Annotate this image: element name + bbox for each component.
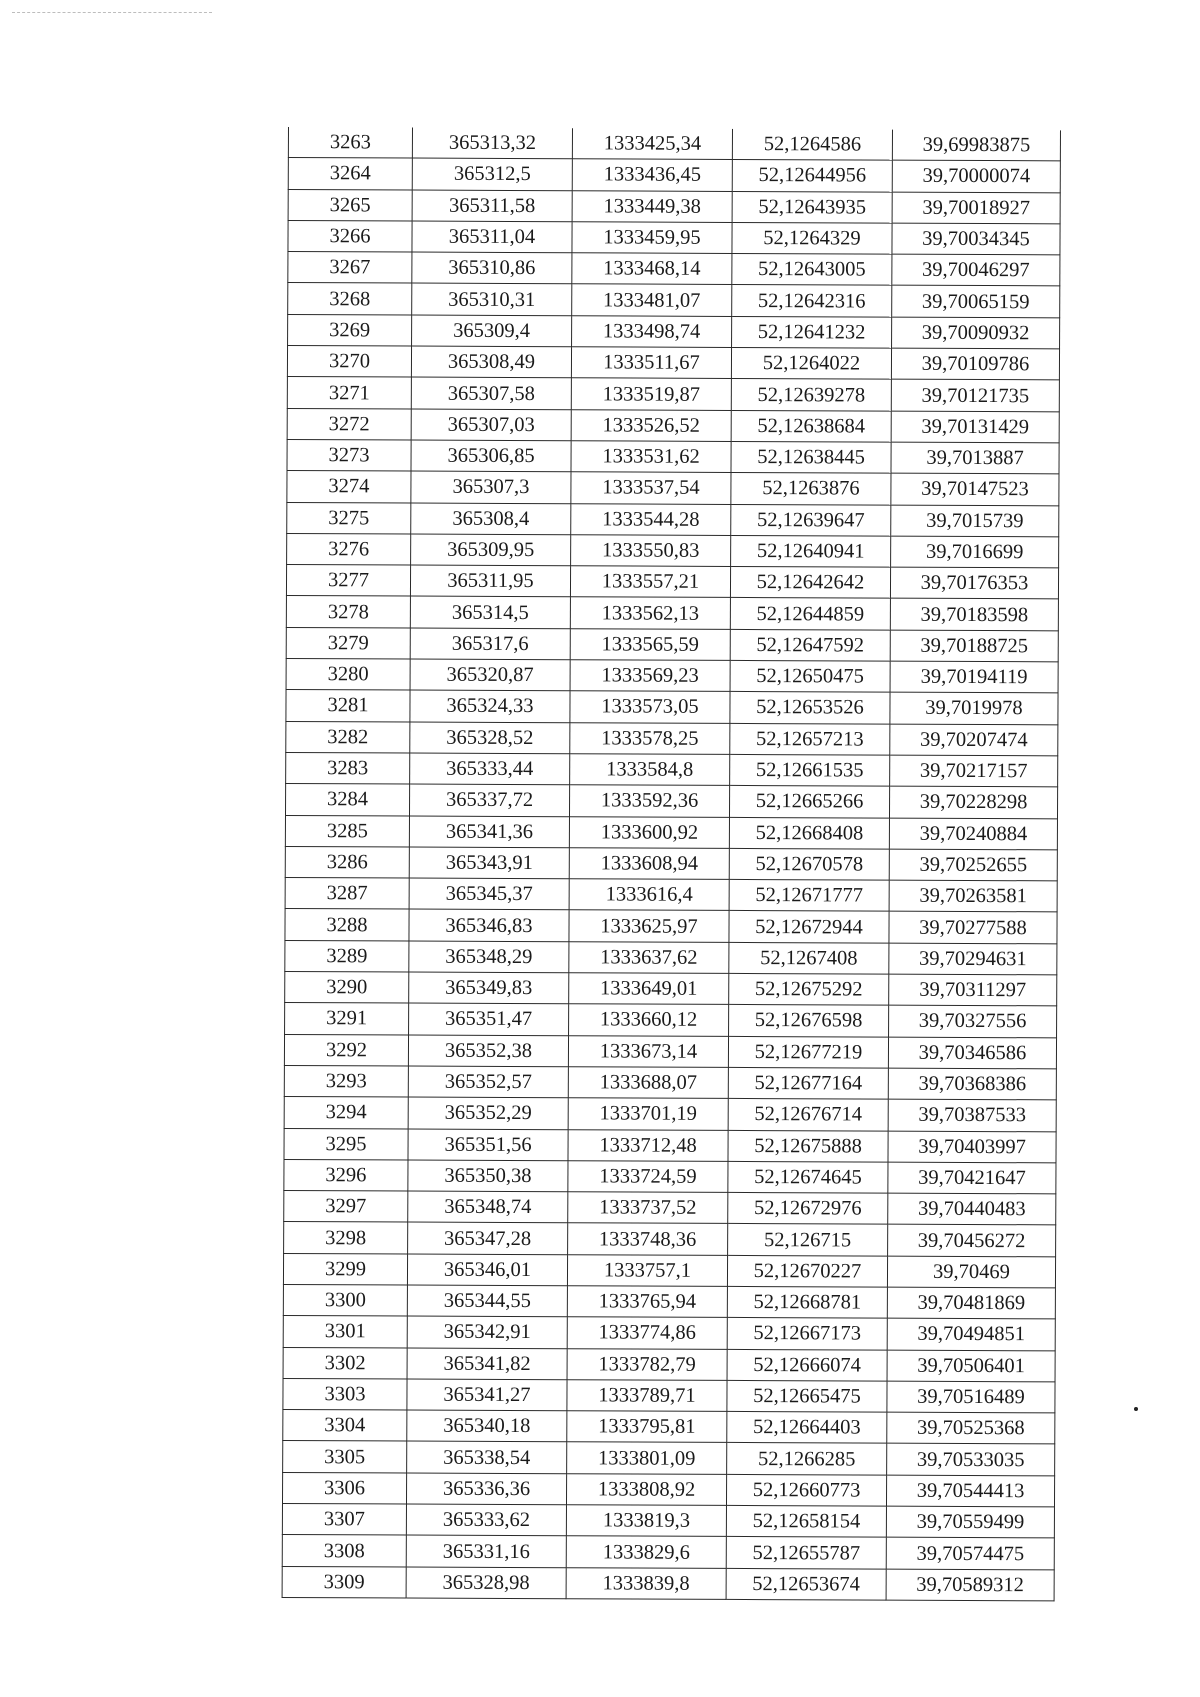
y-coordinate-cell: 1333584,8	[570, 754, 730, 786]
y-coordinate-cell: 1333519,87	[571, 378, 731, 410]
latitude-cell: 52,12661535	[730, 754, 890, 786]
point-number-cell: 3304	[283, 1410, 407, 1442]
point-number-cell: 3263	[288, 127, 412, 158]
longitude-cell: 39,70188725	[890, 630, 1058, 662]
y-coordinate-cell: 1333625,97	[569, 910, 729, 942]
x-coordinate-cell: 365314,5	[410, 596, 570, 628]
y-coordinate-cell: 1333795,81	[567, 1411, 727, 1443]
table-row	[286, 690, 1058, 725]
y-coordinate-cell: 1333600,92	[569, 816, 729, 848]
longitude-cell: 39,70387533	[888, 1099, 1056, 1131]
latitude-cell: 52,12677164	[728, 1067, 888, 1099]
x-coordinate-cell: 365341,36	[409, 816, 569, 848]
longitude-cell: 39,70018927	[892, 192, 1060, 224]
y-coordinate-cell: 1333782,79	[567, 1348, 727, 1380]
y-coordinate-cell: 1333544,28	[571, 503, 731, 535]
point-number-cell: 3276	[287, 533, 411, 565]
latitude-cell: 52,12675292	[729, 973, 889, 1005]
x-coordinate-cell: 365306,85	[411, 440, 571, 472]
table-row	[287, 502, 1059, 537]
table-row	[283, 1410, 1055, 1445]
longitude-cell: 39,70228298	[889, 786, 1057, 818]
y-coordinate-cell: 1333789,71	[567, 1380, 727, 1412]
table-row	[288, 189, 1060, 224]
longitude-cell: 39,70311297	[889, 974, 1057, 1006]
longitude-cell: 39,70481869	[887, 1287, 1055, 1319]
longitude-cell: 39,70183598	[890, 599, 1058, 631]
y-coordinate-cell: 1333468,14	[572, 253, 732, 285]
latitude-cell: 52,1264022	[731, 348, 891, 380]
point-number-cell: 3309	[282, 1566, 406, 1598]
point-number-cell: 3271	[287, 377, 411, 409]
point-number-cell: 3300	[283, 1284, 407, 1316]
x-coordinate-cell: 365346,83	[409, 909, 569, 941]
longitude-cell: 39,70469	[887, 1256, 1055, 1288]
point-number-cell: 3273	[287, 439, 411, 471]
y-coordinate-cell: 1333562,13	[570, 597, 730, 629]
y-coordinate-cell: 1333765,94	[567, 1286, 727, 1318]
latitude-cell: 52,1264329	[732, 222, 892, 254]
table-row	[288, 127, 1060, 161]
latitude-cell: 52,12676714	[728, 1099, 888, 1131]
longitude-cell: 39,70506401	[887, 1350, 1055, 1382]
point-number-cell: 3270	[287, 346, 411, 378]
x-coordinate-cell: 365308,4	[411, 503, 571, 535]
latitude-cell: 52,12664403	[727, 1412, 887, 1444]
point-number-cell: 3266	[288, 220, 412, 252]
y-coordinate-cell: 1333608,94	[569, 848, 729, 880]
x-coordinate-cell: 365307,58	[411, 377, 571, 409]
longitude-cell: 39,70533035	[887, 1444, 1055, 1476]
point-number-cell: 3291	[285, 1003, 409, 1035]
y-coordinate-cell: 1333537,54	[571, 472, 731, 504]
table-row	[284, 1128, 1056, 1163]
x-coordinate-cell: 365317,6	[410, 628, 570, 660]
latitude-cell: 52,12665266	[729, 786, 889, 818]
latitude-cell: 52,12647592	[730, 629, 890, 661]
latitude-cell: 52,12644956	[732, 160, 892, 192]
point-number-cell: 3275	[287, 502, 411, 534]
point-number-cell: 3293	[284, 1065, 408, 1097]
y-coordinate-cell: 1333748,36	[568, 1223, 728, 1255]
point-number-cell: 3290	[285, 972, 409, 1004]
point-number-cell: 3286	[285, 846, 409, 878]
y-coordinate-cell: 1333829,6	[566, 1536, 726, 1568]
table-row	[284, 1159, 1056, 1194]
x-coordinate-cell: 365343,91	[409, 847, 569, 879]
y-coordinate-cell: 1333712,48	[568, 1129, 728, 1161]
x-coordinate-cell: 365341,27	[407, 1379, 567, 1411]
point-number-cell: 3288	[285, 909, 409, 941]
coordinates-table-body	[282, 127, 1060, 1601]
y-coordinate-cell: 1333808,92	[566, 1473, 726, 1505]
point-number-cell: 3308	[282, 1535, 406, 1567]
latitude-cell: 52,1264586	[732, 129, 892, 160]
x-coordinate-cell: 365348,29	[409, 941, 569, 973]
point-number-cell: 3268	[288, 283, 412, 315]
x-coordinate-cell: 365351,47	[409, 1003, 569, 1035]
point-number-cell: 3305	[283, 1441, 407, 1473]
y-coordinate-cell: 1333724,59	[568, 1161, 728, 1193]
y-coordinate-cell: 1333569,23	[570, 660, 730, 692]
latitude-cell: 52,12650475	[730, 660, 890, 692]
latitude-cell: 52,12668781	[727, 1286, 887, 1318]
x-coordinate-cell: 365313,32	[412, 128, 572, 159]
x-coordinate-cell: 365337,72	[409, 784, 569, 816]
point-number-cell: 3282	[286, 721, 410, 753]
latitude-cell: 52,12657213	[730, 723, 890, 755]
x-coordinate-cell: 365350,38	[408, 1160, 568, 1192]
coordinates-table	[282, 127, 1061, 1601]
latitude-cell: 52,126715	[728, 1224, 888, 1256]
x-coordinate-cell: 365344,55	[407, 1285, 567, 1317]
y-coordinate-cell: 1333578,25	[570, 722, 730, 754]
x-coordinate-cell: 365341,82	[407, 1348, 567, 1380]
longitude-cell: 39,70263581	[889, 880, 1057, 912]
latitude-cell: 52,12639647	[731, 504, 891, 536]
y-coordinate-cell: 1333688,07	[568, 1067, 728, 1099]
x-coordinate-cell: 365328,98	[406, 1567, 566, 1599]
x-coordinate-cell: 365340,18	[407, 1410, 567, 1442]
latitude-cell: 52,12640941	[731, 535, 891, 567]
longitude-cell: 39,70090932	[892, 317, 1060, 349]
point-number-cell: 3295	[284, 1128, 408, 1160]
point-number-cell: 3274	[287, 471, 411, 503]
y-coordinate-cell: 1333757,1	[567, 1254, 727, 1286]
point-number-cell: 3292	[284, 1034, 408, 1066]
longitude-cell: 39,7015739	[891, 505, 1059, 537]
table-row	[283, 1284, 1055, 1319]
scan-artifact-dot	[1134, 1407, 1138, 1411]
x-coordinate-cell: 365309,95	[411, 534, 571, 566]
y-coordinate-cell: 1333673,14	[568, 1035, 728, 1067]
longitude-cell: 39,70176353	[890, 567, 1058, 599]
latitude-cell: 52,12672976	[728, 1193, 888, 1225]
latitude-cell: 52,12670578	[729, 848, 889, 880]
point-number-cell: 3289	[285, 940, 409, 972]
longitude-cell: 39,70277588	[889, 912, 1057, 944]
point-number-cell: 3287	[285, 878, 409, 910]
table-row	[286, 659, 1058, 694]
latitude-cell: 52,12665475	[727, 1380, 887, 1412]
table-row	[288, 220, 1060, 255]
table-row	[285, 909, 1057, 944]
longitude-cell: 39,70194119	[890, 661, 1058, 693]
point-number-cell: 3281	[286, 690, 410, 722]
longitude-cell: 39,70065159	[892, 286, 1060, 318]
longitude-cell: 39,70034345	[892, 223, 1060, 255]
longitude-cell: 39,70544413	[886, 1475, 1054, 1507]
table-row	[284, 1097, 1056, 1132]
x-coordinate-cell: 365333,44	[410, 753, 570, 785]
x-coordinate-cell: 365310,86	[412, 252, 572, 284]
table-row	[283, 1347, 1055, 1382]
x-coordinate-cell: 365348,74	[408, 1191, 568, 1223]
longitude-cell: 39,69983875	[892, 130, 1060, 162]
point-number-cell: 3283	[286, 752, 410, 784]
table-row	[287, 471, 1059, 506]
latitude-cell: 52,1266285	[727, 1443, 887, 1475]
x-coordinate-cell: 365312,5	[412, 158, 572, 190]
x-coordinate-cell: 365311,95	[410, 565, 570, 597]
point-number-cell: 3279	[286, 627, 410, 659]
table-row	[283, 1253, 1055, 1288]
point-number-cell: 3269	[288, 314, 412, 346]
longitude-cell: 39,70131429	[891, 411, 1059, 443]
table-row	[286, 752, 1058, 787]
table-row	[287, 439, 1059, 474]
x-coordinate-cell: 365328,52	[410, 722, 570, 754]
table-row	[285, 878, 1057, 913]
latitude-cell: 52,12668408	[729, 817, 889, 849]
latitude-cell: 52,1267408	[729, 942, 889, 974]
longitude-cell: 39,70294631	[889, 943, 1057, 975]
y-coordinate-cell: 1333436,45	[572, 159, 732, 191]
x-coordinate-cell: 365311,04	[412, 221, 572, 253]
x-coordinate-cell: 365308,49	[411, 346, 571, 378]
point-number-cell: 3284	[285, 784, 409, 816]
table-row	[285, 1003, 1057, 1038]
x-coordinate-cell: 365352,57	[408, 1066, 568, 1098]
longitude-cell: 39,70240884	[889, 818, 1057, 850]
point-number-cell: 3285	[285, 815, 409, 847]
x-coordinate-cell: 365347,28	[408, 1222, 568, 1254]
point-number-cell: 3280	[286, 659, 410, 691]
latitude-cell: 52,12672944	[729, 911, 889, 943]
latitude-cell: 52,12677219	[728, 1036, 888, 1068]
longitude-cell: 39,70109786	[891, 348, 1059, 380]
y-coordinate-cell: 1333637,62	[569, 941, 729, 973]
table-row	[287, 408, 1059, 443]
y-coordinate-cell: 1333565,59	[570, 628, 730, 660]
point-number-cell: 3264	[288, 158, 412, 190]
table-row	[283, 1316, 1055, 1351]
table-row	[288, 283, 1060, 318]
table-row	[283, 1441, 1055, 1476]
y-coordinate-cell: 1333801,09	[567, 1442, 727, 1474]
x-coordinate-cell: 365345,37	[409, 878, 569, 910]
y-coordinate-cell: 1333774,86	[567, 1317, 727, 1349]
longitude-cell: 39,70589312	[886, 1569, 1054, 1601]
longitude-cell: 39,70207474	[890, 724, 1058, 756]
point-number-cell: 3297	[284, 1191, 408, 1223]
latitude-cell: 52,12660773	[726, 1474, 886, 1506]
longitude-cell: 39,70368386	[888, 1068, 1056, 1100]
y-coordinate-cell: 1333511,67	[571, 347, 731, 379]
longitude-cell: 39,70346586	[888, 1037, 1056, 1069]
table-row	[285, 815, 1057, 850]
y-coordinate-cell: 1333701,19	[568, 1098, 728, 1130]
point-number-cell: 3278	[286, 596, 410, 628]
longitude-cell: 39,70525368	[887, 1412, 1055, 1444]
table-row	[287, 346, 1059, 381]
table-row	[282, 1472, 1054, 1507]
point-number-cell: 3302	[283, 1347, 407, 1379]
latitude-cell: 52,12643935	[732, 191, 892, 223]
table-row	[287, 377, 1059, 412]
y-coordinate-cell: 1333737,52	[568, 1192, 728, 1224]
y-coordinate-cell: 1333526,52	[571, 409, 731, 441]
longitude-cell: 39,7013887	[891, 442, 1059, 474]
point-number-cell: 3277	[286, 565, 410, 597]
longitude-cell: 39,70147523	[891, 473, 1059, 505]
point-number-cell: 3265	[288, 189, 412, 221]
table-row	[284, 1222, 1056, 1257]
point-number-cell: 3294	[284, 1097, 408, 1129]
latitude-cell: 52,12643005	[732, 254, 892, 286]
x-coordinate-cell: 365320,87	[410, 659, 570, 691]
y-coordinate-cell: 1333459,95	[572, 222, 732, 254]
longitude-cell: 39,70046297	[892, 254, 1060, 286]
table-row	[288, 252, 1060, 287]
table-row	[285, 784, 1057, 819]
longitude-cell: 39,70574475	[886, 1537, 1054, 1569]
table-row	[286, 627, 1058, 662]
table-row	[286, 596, 1058, 631]
y-coordinate-cell: 1333557,21	[570, 566, 730, 598]
y-coordinate-cell: 1333481,07	[572, 284, 732, 316]
x-coordinate-cell: 365338,54	[407, 1441, 567, 1473]
x-coordinate-cell: 365346,01	[407, 1254, 567, 1286]
y-coordinate-cell: 1333839,8	[566, 1567, 726, 1599]
latitude-cell: 52,12676598	[729, 1005, 889, 1037]
longitude-cell: 39,70440483	[888, 1193, 1056, 1225]
table-row	[284, 1065, 1056, 1100]
x-coordinate-cell: 365309,4	[412, 315, 572, 347]
table-row	[288, 158, 1060, 193]
longitude-cell: 39,70403997	[888, 1131, 1056, 1163]
longitude-cell: 39,7016699	[891, 536, 1059, 568]
latitude-cell: 52,12642642	[730, 567, 890, 599]
y-coordinate-cell: 1333550,83	[571, 535, 731, 567]
y-coordinate-cell: 1333531,62	[571, 441, 731, 473]
longitude-cell: 39,70327556	[889, 1005, 1057, 1037]
point-number-cell: 3306	[282, 1472, 406, 1504]
longitude-cell: 39,70559499	[886, 1506, 1054, 1538]
latitude-cell: 52,12638684	[731, 410, 891, 442]
y-coordinate-cell: 1333660,12	[569, 1004, 729, 1036]
x-coordinate-cell: 365307,3	[411, 471, 571, 503]
longitude-cell: 39,70456272	[888, 1225, 1056, 1257]
point-number-cell: 3267	[288, 252, 412, 284]
longitude-cell: 39,70217157	[890, 755, 1058, 787]
x-coordinate-cell: 365324,33	[410, 690, 570, 722]
y-coordinate-cell: 1333573,05	[570, 691, 730, 723]
table-row	[284, 1034, 1056, 1069]
latitude-cell: 52,12642316	[732, 285, 892, 317]
latitude-cell: 52,12658154	[726, 1505, 886, 1537]
table-row	[286, 721, 1058, 756]
point-number-cell: 3299	[283, 1253, 407, 1285]
y-coordinate-cell: 1333616,4	[569, 879, 729, 911]
x-coordinate-cell: 365352,29	[408, 1097, 568, 1129]
table-row	[285, 940, 1057, 975]
y-coordinate-cell: 1333819,3	[566, 1505, 726, 1537]
x-coordinate-cell: 365349,83	[409, 972, 569, 1004]
longitude-cell: 39,70000074	[892, 160, 1060, 192]
longitude-cell: 39,70516489	[887, 1381, 1055, 1413]
latitude-cell: 52,1263876	[731, 473, 891, 505]
point-number-cell: 3307	[282, 1504, 406, 1536]
latitude-cell: 52,12644859	[730, 598, 890, 630]
table-row	[287, 533, 1059, 568]
latitude-cell: 52,12675888	[728, 1130, 888, 1162]
table-row	[284, 1191, 1056, 1226]
point-number-cell: 3303	[283, 1378, 407, 1410]
latitude-cell: 52,12653674	[726, 1568, 886, 1600]
latitude-cell: 52,12638445	[731, 441, 891, 473]
table-row	[282, 1504, 1054, 1539]
x-coordinate-cell: 365331,16	[406, 1535, 566, 1567]
longitude-cell: 39,7019978	[890, 692, 1058, 724]
x-coordinate-cell: 365352,38	[408, 1035, 568, 1067]
latitude-cell: 52,12670227	[727, 1255, 887, 1287]
latitude-cell: 52,12666074	[727, 1349, 887, 1381]
x-coordinate-cell: 365333,62	[406, 1504, 566, 1536]
x-coordinate-cell: 365342,91	[407, 1316, 567, 1348]
latitude-cell: 52,12655787	[726, 1537, 886, 1569]
x-coordinate-cell: 365336,36	[406, 1473, 566, 1505]
table-row	[282, 1535, 1054, 1570]
latitude-cell: 52,12641232	[732, 316, 892, 348]
table-row	[285, 972, 1057, 1007]
table-row	[283, 1378, 1055, 1413]
table-row	[286, 565, 1058, 600]
x-coordinate-cell: 365351,56	[408, 1129, 568, 1161]
y-coordinate-cell: 1333649,01	[569, 973, 729, 1005]
latitude-cell: 52,12653526	[730, 692, 890, 724]
table-row	[288, 314, 1060, 349]
latitude-cell: 52,12667173	[727, 1318, 887, 1350]
y-coordinate-cell: 1333592,36	[569, 785, 729, 817]
longitude-cell: 39,70252655	[889, 849, 1057, 881]
point-number-cell: 3272	[287, 408, 411, 440]
scan-artifact-line	[12, 12, 212, 13]
latitude-cell: 52,12671777	[729, 880, 889, 912]
y-coordinate-cell: 1333498,74	[572, 316, 732, 348]
table-row	[282, 1566, 1054, 1601]
longitude-cell: 39,70494851	[887, 1318, 1055, 1350]
longitude-cell: 39,70121735	[891, 380, 1059, 412]
point-number-cell: 3296	[284, 1159, 408, 1191]
point-number-cell: 3301	[283, 1316, 407, 1348]
point-number-cell: 3298	[284, 1222, 408, 1254]
y-coordinate-cell: 1333425,34	[572, 128, 732, 159]
x-coordinate-cell: 365307,03	[411, 409, 571, 441]
table-row	[285, 846, 1057, 881]
x-coordinate-cell: 365310,31	[412, 284, 572, 316]
latitude-cell: 52,12674645	[728, 1161, 888, 1193]
coordinates-table-container	[288, 127, 1060, 1598]
x-coordinate-cell: 365311,58	[412, 190, 572, 222]
longitude-cell: 39,70421647	[888, 1162, 1056, 1194]
latitude-cell: 52,12639278	[731, 379, 891, 411]
y-coordinate-cell: 1333449,38	[572, 190, 732, 222]
